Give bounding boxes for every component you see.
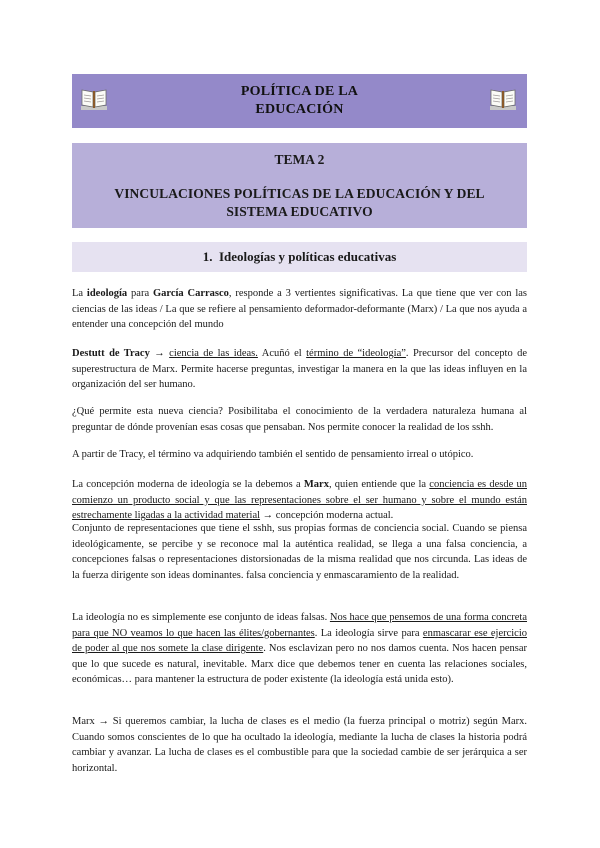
tema-title-line-1: VINCULACIONES POLÍTICAS DE LA EDUCACIÓN Y DEL bbox=[114, 186, 485, 201]
book-icon bbox=[489, 86, 517, 112]
paragraph-ideologia: La ideología para García Carrasco, responde a 3 vertientes significativas. La que tiene que ver con las ciencias de las ideas / La que se refiere al pensamiento deformador-deformante (Marx) / La que nos ayuda a entender una concepción del mundo bbox=[72, 288, 527, 331]
book-icon bbox=[80, 86, 108, 112]
tema-banner bbox=[72, 143, 527, 228]
paragraph-representaciones: Conjunto de representaciones que tiene el sshh, sus propias formas de conciencia social. Cuando se piensa ideológicamente, se percibe y se reconoce mal la auténtica realidad, se llega a una falsa conciencia, a concepciones falsas o representaciones distorsionadas de la misma realidad que nos circunda. Las ideas de la fuerza dirigente son ideas dominantes. falsa conciencia y enmascaramiento de la realidad. bbox=[72, 523, 527, 581]
paragraph-lucha-de-clases: Marx → Si queremos cambiar, la lucha de clases es el medio (la fuerza principal o motriz) según Marx. Cuando somos conscientes de lo que ha ocultado la ideología, mediante la lucha de clases la historia podrá cambiar y avanzar. La lucha de clases es el combustible para que la sociedad cambie de ser jerárquica a ser horizontal. bbox=[72, 716, 527, 774]
paragraph-ideas-falsas: La ideología no es simplemente ese conjunto de ideas falsas. Nos hace que pensemos de una forma concreta para que NO veamos lo que hacen las élites/gobernantes. La ideología sirve para enmascarar ese ejercicio de poder al que nos somete la clase dirigente. Nos esclavizan pero no nos damos cuenta. Nos hacen pensar que lo que sucede es natural, inevitable. Marx dice que debemos tener en cuenta las relaciones sociales, económicas… para mantener la estructura de poder existente (la ideología está unida esto). bbox=[72, 612, 528, 686]
paragraph-tracy-termino: A partir de Tracy, el término va adquiriendo también el sentido de pensamiento irreal o utópico. bbox=[72, 449, 474, 460]
header-banner bbox=[72, 74, 527, 128]
paragraph-marx-concepcion: La concepción moderna de ideología se la debemos a Marx, quien entiende que la conciencia es desde un comienzo un producto social y que las representaciones sobre el ser humano y sobre el mundo están estrechamente ligadas a la actividad material → concepción moderna actual. bbox=[72, 479, 527, 522]
section-title: 1. Ideologías y políticas educativas bbox=[202, 249, 397, 264]
paragraph-destutt-de-tracy: Destutt de Tracy → ciencia de las ideas. Acuñó el término de “ideología”. Precursor del concepto de superestructura de Marx. Permite hacerse preguntas, investigar la manera en la que las ideas influyen en la organización del ser humano. bbox=[72, 348, 528, 391]
tema-title-line-2: SISTEMA EDUCATIVO bbox=[226, 204, 373, 219]
document-title bbox=[241, 83, 358, 119]
paragraph-nueva-ciencia: ¿Qué permite esta nueva ciencia? Posibilitaba el conocimiento de la verdadera naturaleza humana al preguntar de dónde provenían esas cosas que pensaban. Nos permite conocer la realidad de los sshh. bbox=[72, 406, 527, 433]
tema-number: TEMA 2 bbox=[274, 152, 325, 167]
tema-title bbox=[72, 185, 527, 221]
section-banner bbox=[72, 242, 527, 272]
title-line-2: EDUCACIÓN bbox=[255, 102, 344, 117]
title-line-1: POLÍTICA DE LA bbox=[240, 84, 359, 99]
